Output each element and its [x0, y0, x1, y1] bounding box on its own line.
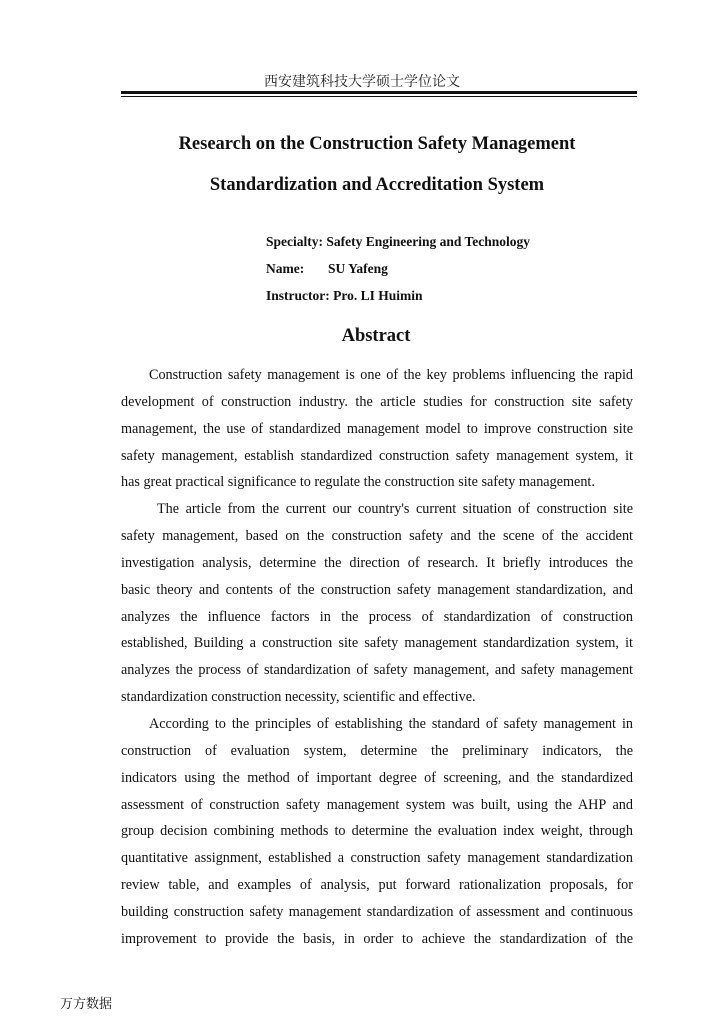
paragraph-line: analyzes the influence factors in the process of standardization of construction [121, 608, 633, 625]
name-line [266, 261, 388, 277]
paragraph-line: building construction safety management standardization of assessment and continuous [121, 903, 633, 920]
abstract-paragraph [121, 365, 633, 499]
paragraph-line: indicators using the method of important degree of screening, and the standardized [121, 769, 633, 786]
specialty-value: Safety Engineering and Technology [326, 234, 531, 249]
title-line-1: Research on the Construction Safety Management [178, 134, 576, 154]
instructor-line [266, 288, 423, 304]
paragraph-line: quantitative assignment, established a construction safety management standardization [121, 850, 633, 867]
paragraph-line: assessment of construction safety management system was built, using the AHP and [121, 796, 633, 813]
paragraph-line: Construction safety management is one of the key problems influencing the rapid [149, 367, 633, 383]
header-rule-thick [121, 91, 637, 94]
paragraph-line: has great practical significance to regulate the construction site safety management. [121, 474, 595, 491]
instructor-label: Instructor: [266, 288, 330, 303]
paragraph-line: The article from the current our country's current situation of construction site [157, 501, 633, 518]
abstract-heading: Abstract [341, 326, 411, 346]
abstract-paragraph [121, 714, 633, 956]
specialty-line [266, 234, 530, 250]
paragraph-line: safety management, based on the construction safety and the scene of the accident [121, 528, 633, 545]
paragraph-line: development of construction industry. the article studies for construction site safety [121, 393, 633, 410]
title-line-2: Standardization and Accreditation System [209, 175, 545, 195]
paragraph-line: investigation analysis, determine the direction of research. It briefly introduces the [121, 554, 633, 571]
paragraph-line: management, the use of standardized management model to improve construction site [121, 420, 633, 437]
abstract-paragraph [121, 499, 633, 714]
name-value: SU Yafeng [328, 261, 388, 276]
abstract-body [121, 365, 633, 956]
paragraph-line: analyzes the process of standardization of safety management, and safety management [121, 662, 633, 679]
header-rule-thin [121, 96, 637, 97]
instructor-value: Pro. LI Huimin [333, 288, 423, 303]
paragraph-line: basic theory and contents of the construction safety management standardization, and [121, 581, 633, 598]
paragraph-line: According to the principles of establishing the standard of safety management in [149, 715, 633, 732]
paragraph-line: safety management, establish standardized construction safety management system, it [121, 447, 633, 464]
running-header: 西安建筑科技大学硕士学位论文 [264, 74, 460, 90]
paragraph-line: established, Building a construction site safety management standardization system, it [121, 635, 633, 652]
footer-watermark: 万方数据 [60, 997, 113, 1012]
specialty-label: Specialty: [266, 234, 323, 249]
paragraph-line: standardization construction necessity, scientific and effective. [121, 689, 476, 706]
name-label: Name: [266, 261, 305, 276]
paragraph-line: improvement to provide the basis, in order to achieve the standardization of the [121, 930, 633, 947]
paragraph-line: group decision combining methods to determine the evaluation index weight, through [121, 823, 633, 840]
paragraph-line: construction of evaluation system, determine the preliminary indicators, the [121, 742, 633, 759]
paragraph-line: review table, and examples of analysis, put forward rationalization proposals, for [121, 877, 633, 894]
